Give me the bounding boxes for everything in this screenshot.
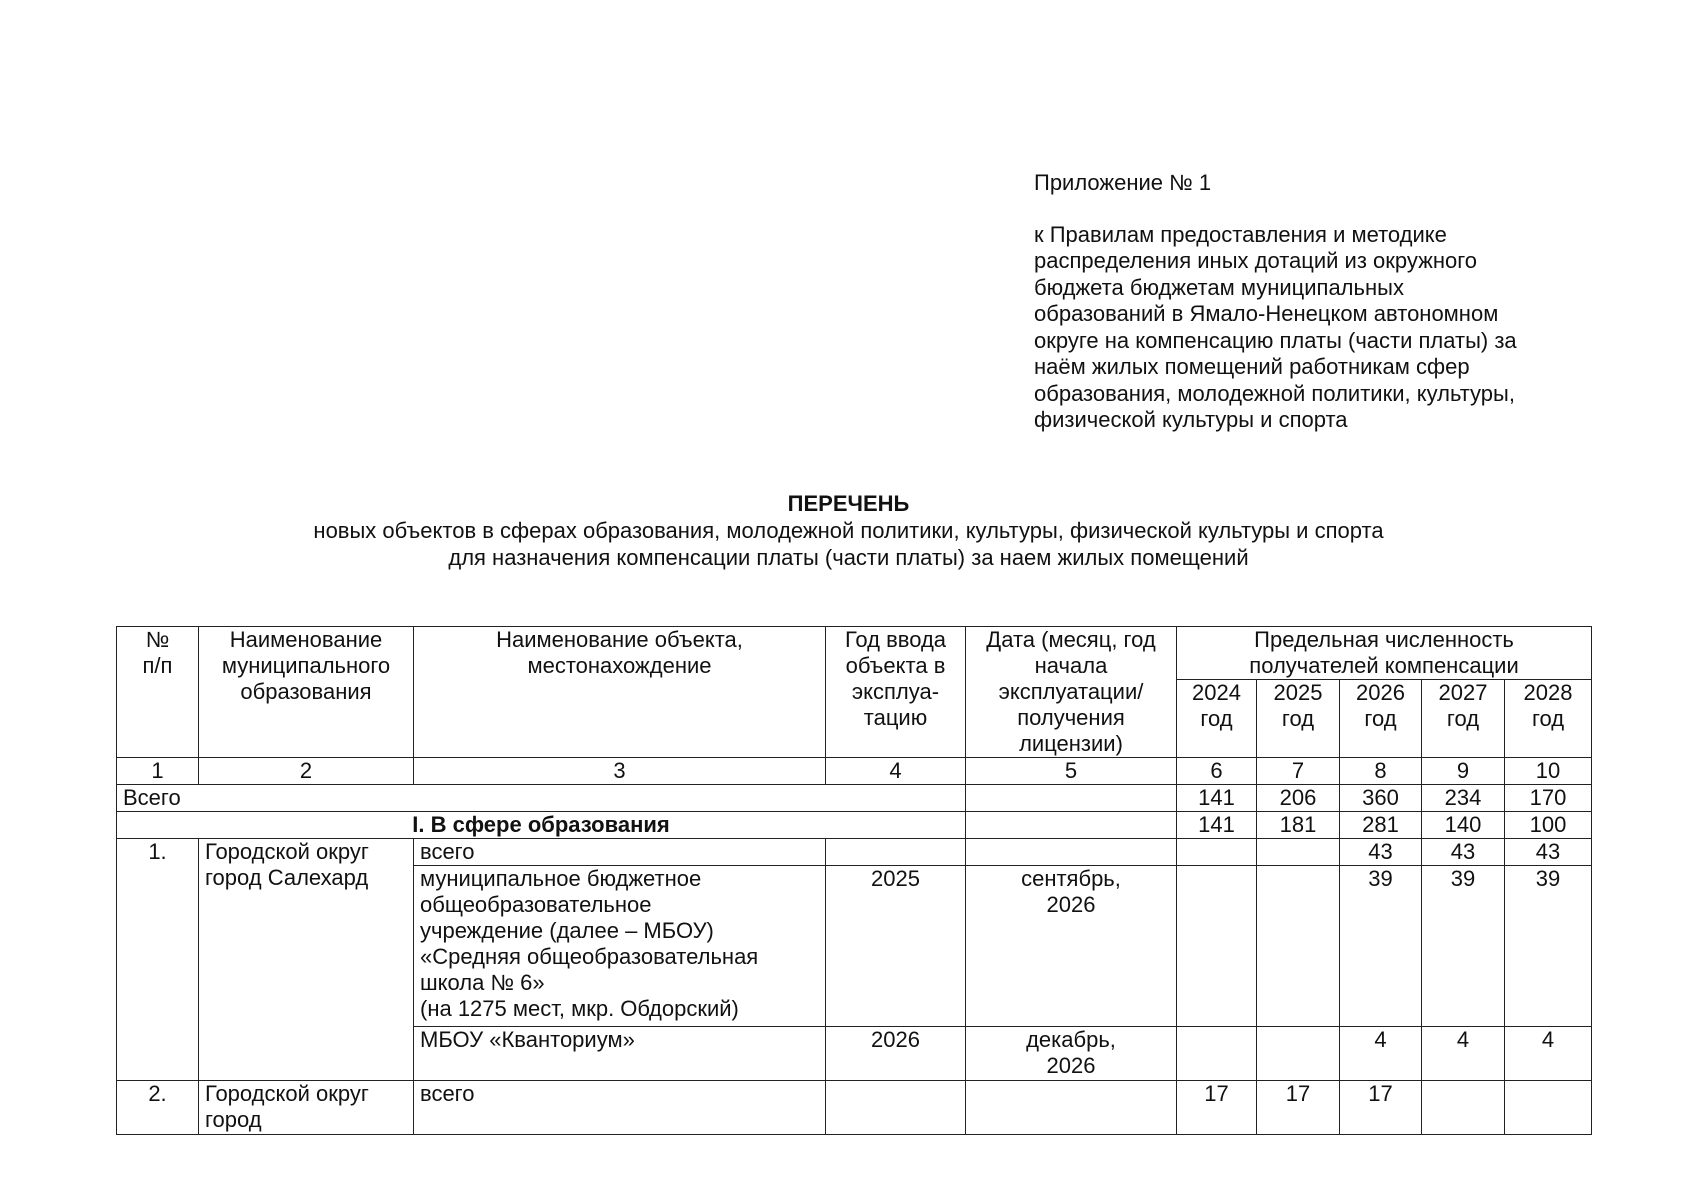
- column-number: 1: [117, 758, 199, 785]
- row-value: [1505, 1081, 1592, 1135]
- row-municipality: Городской округ город Салехард: [199, 839, 414, 1081]
- column-number: 7: [1257, 758, 1340, 785]
- row-year: [826, 839, 966, 866]
- document-title: ПЕРЕЧЕНЬ: [787, 491, 910, 516]
- row-year: 2026: [826, 1027, 966, 1081]
- row-value: 4: [1340, 1027, 1422, 1081]
- section-date-cell: [966, 812, 1177, 839]
- total-label: Всего: [117, 785, 966, 812]
- row-value: 4: [1505, 1027, 1592, 1081]
- row-value: [1177, 866, 1257, 1027]
- row-value: [1177, 1027, 1257, 1081]
- section-value: 141: [1177, 812, 1257, 839]
- column-number: 3: [414, 758, 826, 785]
- row-value: [1257, 839, 1340, 866]
- row-object: муниципальное бюджетное общеобразовательное учреждение (далее – МБОУ) «Средняя общеобразовательная школа № 6» (на 1275 мест, мкр. Обдорский): [414, 866, 826, 1027]
- row-year: [826, 1081, 966, 1135]
- section-value: 140: [1422, 812, 1505, 839]
- total-value: 170: [1505, 785, 1592, 812]
- table-row: [117, 1081, 1592, 1135]
- row-object: всего: [414, 839, 826, 866]
- appendix-text: к Правилам предоставления и методике распределения иных дотаций из окружного бюджета бюджетам муниципальных образований в Ямало-Ненецком автономном округе на компенсацию платы (части платы) за наём жилых помещений работникам сфер образования, молодежной политики, культуры, физической культуры и спорта: [1034, 221, 1517, 432]
- row-value: 39: [1340, 866, 1422, 1027]
- header-year-2025: 2025 год: [1257, 680, 1340, 758]
- section-value: 281: [1340, 812, 1422, 839]
- appendix-number: Приложение № 1: [1034, 170, 1212, 195]
- header-year-2028: 2028 год: [1505, 680, 1592, 758]
- header-municipality: Наименование муниципального образования: [199, 627, 414, 758]
- column-number: 9: [1422, 758, 1505, 785]
- total-value: 206: [1257, 785, 1340, 812]
- row-value: 4: [1422, 1027, 1505, 1081]
- total-value: 360: [1340, 785, 1422, 812]
- row-value: [1257, 1027, 1340, 1081]
- row-object: МБОУ «Кванториум»: [414, 1027, 826, 1081]
- row-value: 17: [1340, 1081, 1422, 1135]
- total-date-cell: [966, 785, 1177, 812]
- row-date: [966, 839, 1177, 866]
- row-value: [1422, 1081, 1505, 1135]
- row-num: 1.: [117, 839, 199, 1081]
- row-num: 2.: [117, 1081, 199, 1135]
- header-date: Дата (месяц, год начала эксплуатации/ получения лицензии): [966, 627, 1177, 758]
- section-value: 181: [1257, 812, 1340, 839]
- row-value: 39: [1505, 866, 1592, 1027]
- total-value: 141: [1177, 785, 1257, 812]
- row-value: 43: [1340, 839, 1422, 866]
- header-year-2027: 2027 год: [1422, 680, 1505, 758]
- column-number: 5: [966, 758, 1177, 785]
- header-year: Год ввода объекта в эксплуа- тацию: [826, 627, 966, 758]
- total-value: 234: [1422, 785, 1505, 812]
- column-number: 10: [1505, 758, 1592, 785]
- row-object: всего: [414, 1081, 826, 1135]
- row-date: [966, 1081, 1177, 1135]
- row-value: 43: [1505, 839, 1592, 866]
- row-value: 17: [1177, 1081, 1257, 1135]
- header-year-2026: 2026 год: [1340, 680, 1422, 758]
- header-limit: Предельная численность получателей компенсации: [1177, 627, 1592, 680]
- header-year-2024: 2024 год: [1177, 680, 1257, 758]
- column-number: 8: [1340, 758, 1422, 785]
- document-subtitle-line2: для назначения компенсации платы (части платы) за наем жилых помещений: [448, 545, 1249, 570]
- row-year: 2025: [826, 866, 966, 1027]
- header-object: Наименование объекта, местонахождение: [414, 627, 826, 758]
- section-row: [117, 812, 1592, 839]
- section-label: I. В сфере образования: [117, 812, 966, 839]
- row-value: 43: [1422, 839, 1505, 866]
- row-value: 39: [1422, 866, 1505, 1027]
- section-value: 100: [1505, 812, 1592, 839]
- column-number: 6: [1177, 758, 1257, 785]
- total-row: [117, 785, 1592, 812]
- row-date: декабрь, 2026: [966, 1027, 1177, 1081]
- column-number: 4: [826, 758, 966, 785]
- table-row: [117, 839, 1592, 866]
- row-municipality: Городской округ город: [199, 1081, 414, 1135]
- row-value: [1257, 866, 1340, 1027]
- document-heading: [0, 490, 1697, 571]
- row-date: сентябрь, 2026: [966, 866, 1177, 1027]
- document-subtitle-line1: новых объектов в сферах образования, молодежной политики, культуры, физической культуры и спорта: [313, 518, 1384, 543]
- appendix-block: [1034, 170, 1594, 434]
- row-value: [1177, 839, 1257, 866]
- row-value: 17: [1257, 1081, 1340, 1135]
- header-num: № п/п: [117, 627, 199, 758]
- column-number: 2: [199, 758, 414, 785]
- objects-table: [116, 626, 1592, 1135]
